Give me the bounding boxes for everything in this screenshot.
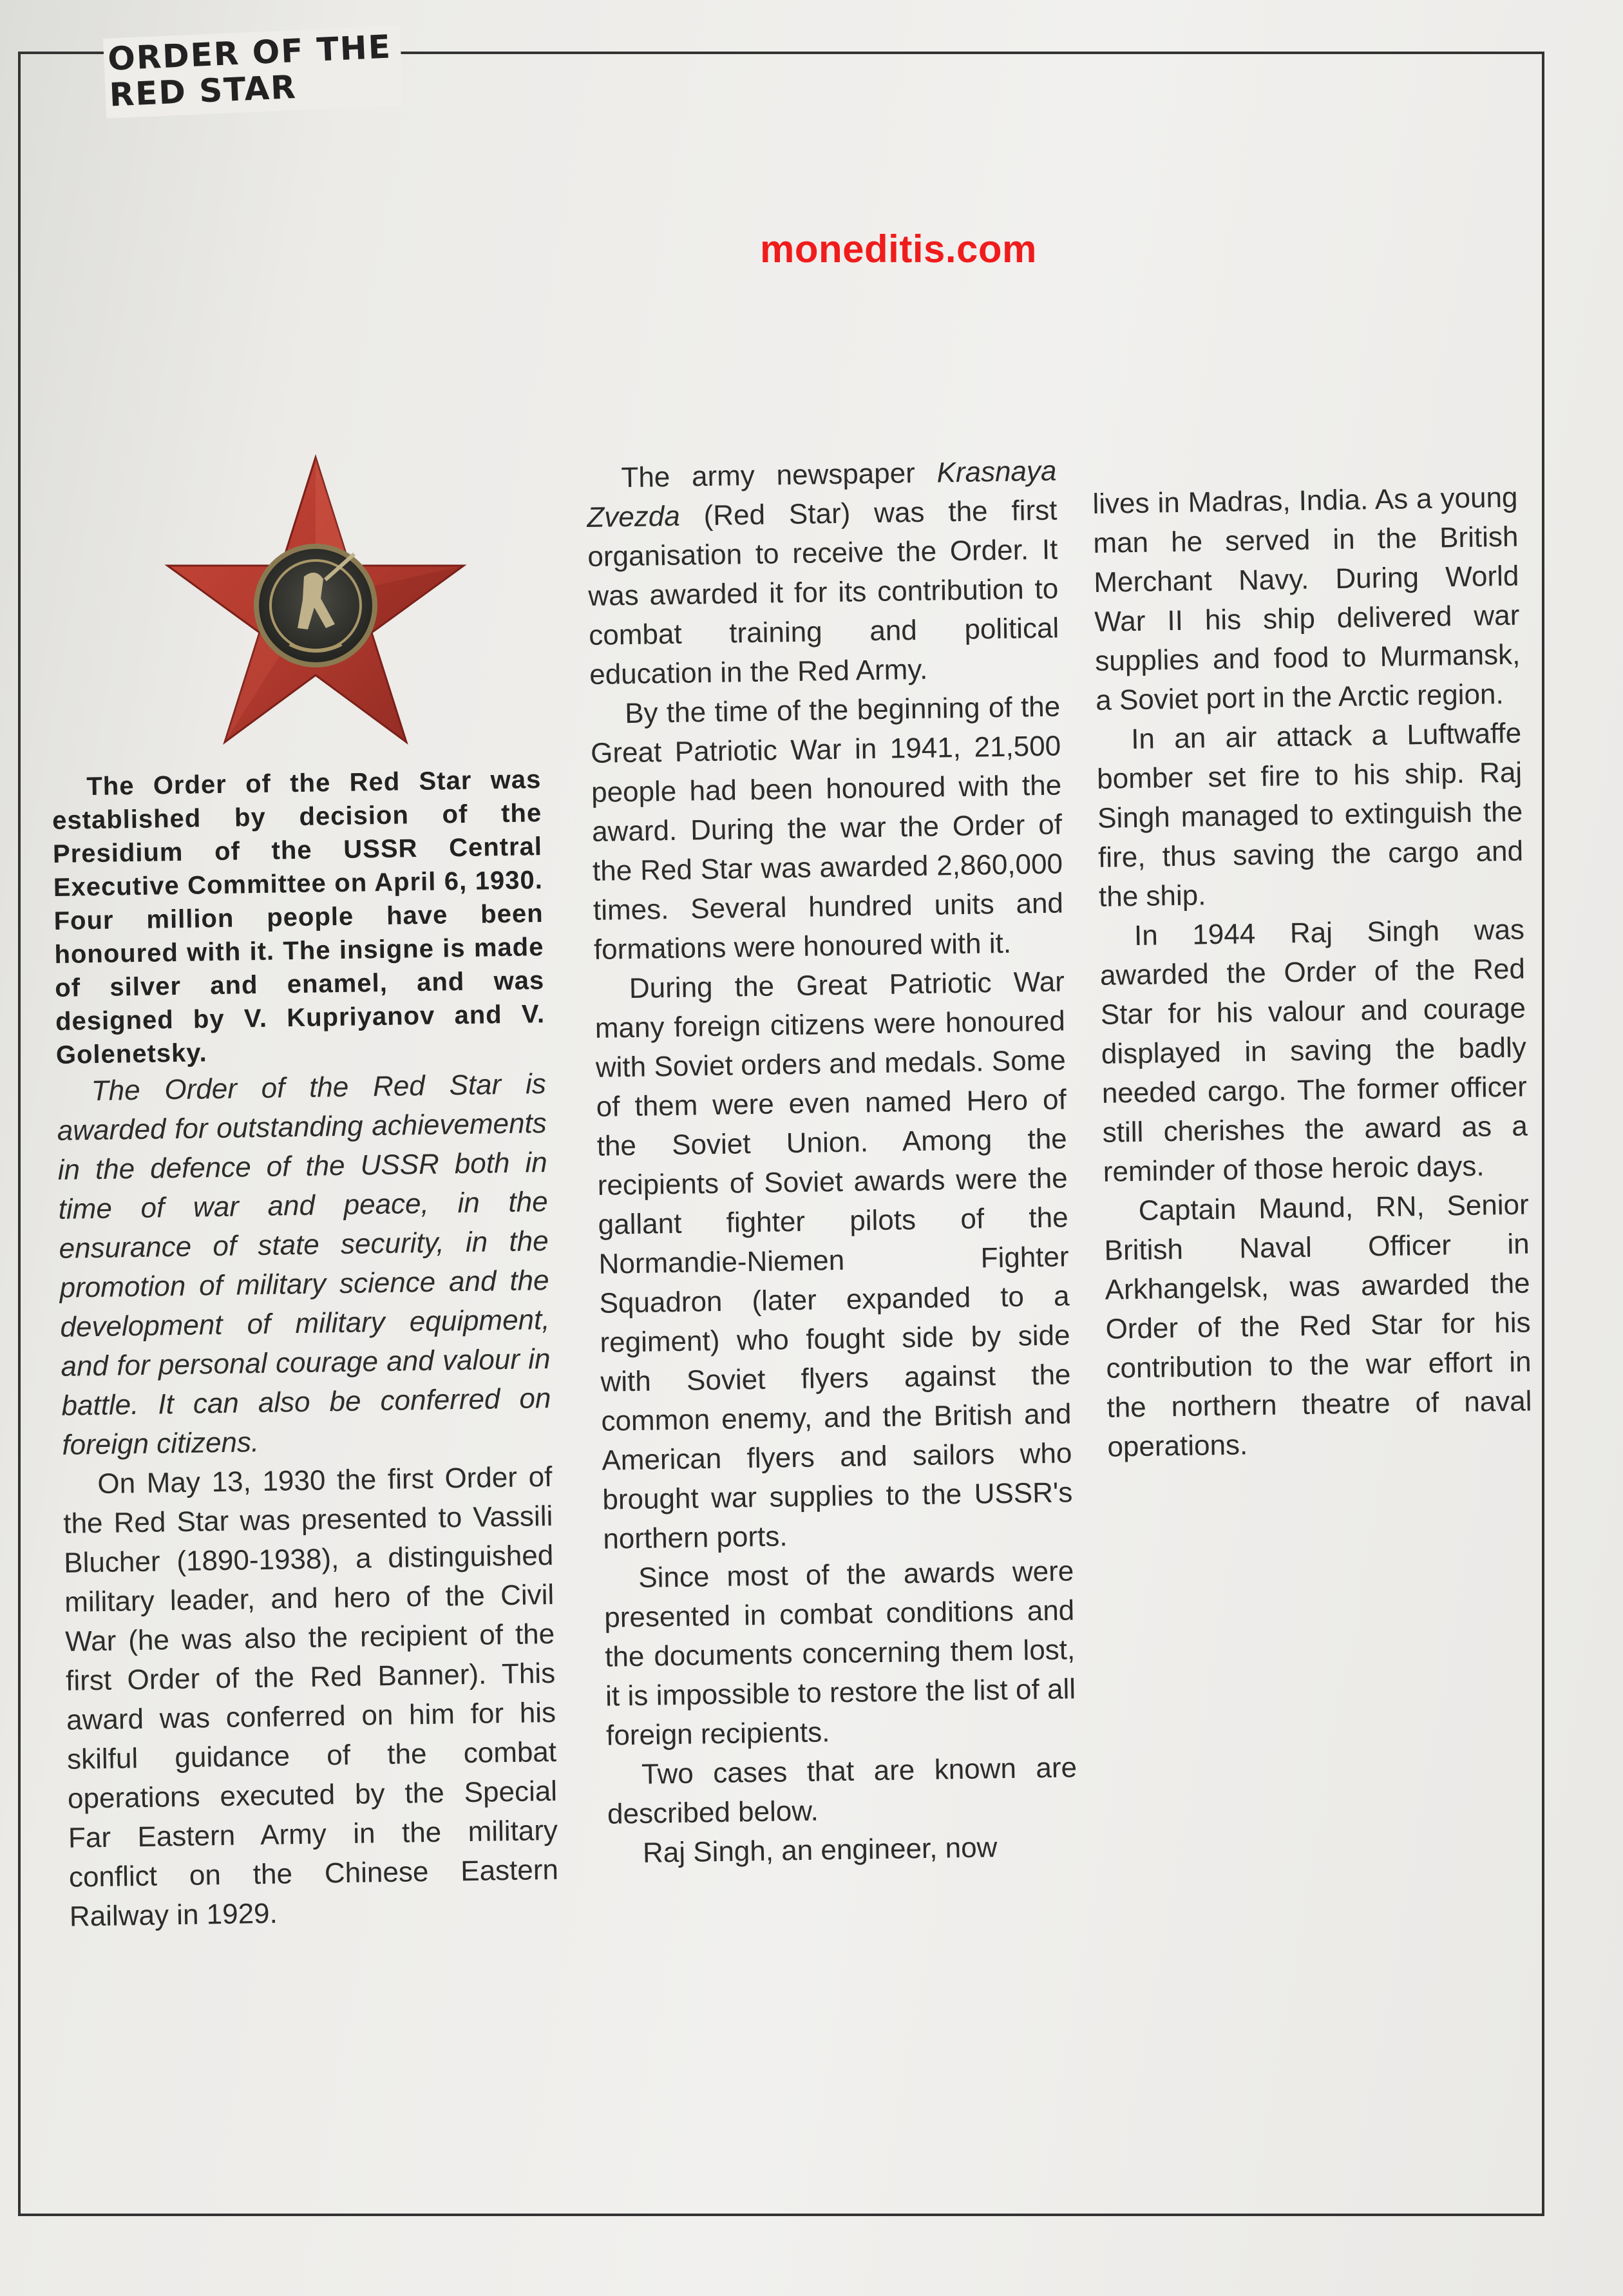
- captain-maund-paragraph: Captain Maund, RN, Senior British Naval Officer in Arkhangelsk, was awarded the Order of the Red Star for his contribution to the war effort in the northern theatre of naval operations.: [1104, 1189, 1532, 1463]
- war-statistics-paragraph: By the time of the beginning of the Great Patriotic War in 1941, 21,500 people had been honoured with the award. During the war the Order of the Red Star was awarded 2,860,000 times. Several hundred units and formations were honoured with it.: [590, 691, 1064, 966]
- column-3: [1092, 478, 1533, 1467]
- image-caption: The Order of the Red Star was established by decision of the Presidium of the USSR Central Executive Committee on April 6, 1930. Four million people have been honoured with it. The insigne is made of silver and enamel, and was designed by V. Kupriyanov and V. Golenetsky.: [52, 765, 546, 1069]
- first-recipient-paragraph: On May 13, 1930 the first Order of the Red Star was presented to Vassili Blucher (1890-1938), a distinguished military leader, and hero of the Civil War (he was also the recipient of the first Order of the Red Banner). This award was conferred on him for his skilful guidance of the combat operations executed by the Special Far Eastern Army in the military conflict on the Chinese Eastern Railway in 1929.: [62, 1460, 559, 1933]
- air-attack-paragraph: In an air attack a Luftwaffe bomber set fire to his ship. Raj Singh managed to extinguish the fire, thus saving the cargo and the ship.: [1096, 717, 1524, 913]
- title-line-1: ORDER OF THE: [107, 28, 392, 78]
- page-title: [103, 26, 403, 119]
- title-line-2: RED STAR: [108, 68, 298, 114]
- column-2: [586, 452, 1078, 1873]
- foreign-citizens-paragraph: During the Great Patriotic War many foreign citizens were honoured with Soviet orders and medals. Some of them were even named Hero of the Soviet Union. Among the recipients of Soviet awards were the gallant fighter pilots of the Normandie-Niemen Fighter Squadron (later expanded to a regiment) who fought side by side with Soviet flyers against the common enemy, and the British and American flyers and sailors who brought war supplies to the USSR's northern ports.: [594, 966, 1073, 1555]
- newspaper-name: Krasnaya Zvezda: [587, 455, 1057, 533]
- lost-documents-paragraph: Since most of the awards were presented in combat conditions and the documents concerning them lost, it is impossible to restore the list of all foreign recipients.: [603, 1555, 1076, 1752]
- raj-singh-continued-paragraph: lives in Madras, India. As a young man he served in the British Merchant Navy. During World War II his ship delivered war supplies and food to Murmansk, a Soviet port in the Arctic region.: [1092, 481, 1521, 716]
- column-1: [52, 763, 559, 1937]
- raj-singh-award-paragraph: In 1944 Raj Singh was awarded the Order of the Red Star for his valour and courage displayed in saving the badly needed cargo. The former officer still cherishes the award as a reminder of those heroic days.: [1099, 914, 1528, 1188]
- newspaper-paragraph: The army newspaper Krasnaya Zvezda (Red Star) was the first organisation to receive the Order. It was awarded it for its contribution to combat training and political education in the Red Army.: [587, 455, 1059, 691]
- award-criteria-paragraph: The Order of the Red Star is awarded for outstanding achievements in the defence of the USSR both in time of war and peace, in the ensurance of state security, in the promotion of military science and the development of military equipment, and for personal courage and valour in battle. It can also be conferred on foreign citizens.: [57, 1068, 551, 1461]
- watermark-text: moneditis.com: [760, 227, 1037, 271]
- known-cases-paragraph: Two cases that are known are described below.: [607, 1752, 1077, 1830]
- red-star-medal-icon: [161, 451, 470, 754]
- raj-singh-intro-paragraph: Raj Singh, an engineer, now: [642, 1832, 998, 1869]
